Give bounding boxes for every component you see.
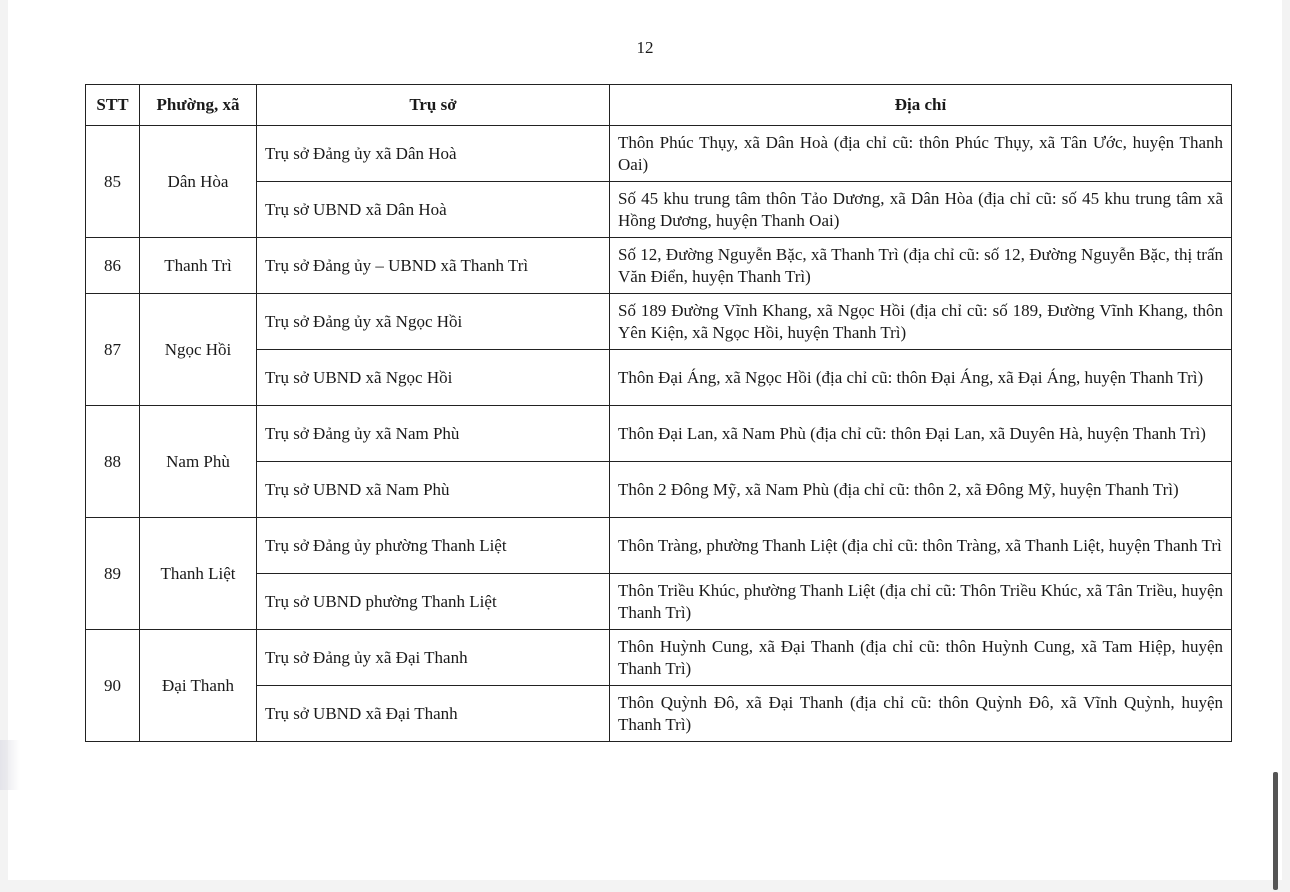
stt-cell: 87 [86,294,140,406]
table-row [86,462,1232,518]
header-office: Trụ sở [257,85,610,126]
address-cell: Thôn Triều Khúc, phường Thanh Liệt (địa chỉ cũ: Thôn Triều Khúc, xã Tân Triều, huyện Thanh Trì) [610,574,1232,630]
table-row [86,182,1232,238]
table-row [86,574,1232,630]
stt-cell: 86 [86,238,140,294]
table-header-row [86,85,1232,126]
office-cell: Trụ sở Đảng ủy xã Đại Thanh [257,630,610,686]
office-cell: Trụ sở UBND phường Thanh Liệt [257,574,610,630]
address-cell: Số 45 khu trung tâm thôn Tảo Dương, xã Dân Hòa (địa chỉ cũ: số 45 khu trung tâm xã Hồng Dương, huyện Thanh Oai) [610,182,1232,238]
address-cell: Thôn Phúc Thụy, xã Dân Hoà (địa chỉ cũ: thôn Phúc Thụy, xã Tân Ước, huyện Thanh Oai) [610,126,1232,182]
table-row [86,686,1232,742]
table-row [86,238,1232,294]
ward-cell: Thanh Trì [140,238,257,294]
office-cell: Trụ sở Đảng ủy – UBND xã Thanh Trì [257,238,610,294]
address-cell: Số 12, Đường Nguyễn Bặc, xã Thanh Trì (địa chỉ cũ: số 12, Đường Nguyễn Bặc, thị trấn Văn Điển, huyện Thanh Trì) [610,238,1232,294]
header-stt: STT [86,85,140,126]
table-row [86,294,1232,350]
address-cell: Thôn 2 Đông Mỹ, xã Nam Phù (địa chỉ cũ: thôn 2, xã Đông Mỹ, huyện Thanh Trì) [610,462,1232,518]
table-row [86,350,1232,406]
office-cell: Trụ sở Đảng ủy xã Ngọc Hồi [257,294,610,350]
ward-cell: Thanh Liệt [140,518,257,630]
office-cell: Trụ sở Đảng ủy xã Dân Hoà [257,126,610,182]
address-cell: Thôn Quỳnh Đô, xã Đại Thanh (địa chỉ cũ: thôn Quỳnh Đô, xã Vĩnh Quỳnh, huyện Thanh Trì) [610,686,1232,742]
scan-shadow [0,740,20,790]
ward-cell: Đại Thanh [140,630,257,742]
stt-cell: 85 [86,126,140,238]
address-cell: Thôn Đại Áng, xã Ngọc Hồi (địa chỉ cũ: thôn Đại Áng, xã Đại Áng, huyện Thanh Trì) [610,350,1232,406]
ward-cell: Ngọc Hồi [140,294,257,406]
office-cell: Trụ sở UBND xã Ngọc Hồi [257,350,610,406]
table-row [86,518,1232,574]
office-cell: Trụ sở UBND xã Dân Hoà [257,182,610,238]
address-cell: Thôn Huỳnh Cung, xã Đại Thanh (địa chỉ cũ: thôn Huỳnh Cung, xã Tam Hiệp, huyện Thanh Trì) [610,630,1232,686]
office-cell: Trụ sở Đảng ủy phường Thanh Liệt [257,518,610,574]
header-address: Địa chỉ [610,85,1232,126]
table-row [86,406,1232,462]
page-number: 12 [636,38,654,57]
office-cell: Trụ sở Đảng ủy xã Nam Phù [257,406,610,462]
address-cell: Thôn Đại Lan, xã Nam Phù (địa chỉ cũ: thôn Đại Lan, xã Duyên Hà, huyện Thanh Trì) [610,406,1232,462]
stt-cell: 88 [86,406,140,518]
office-address-table [85,84,1232,742]
office-cell: Trụ sở UBND xã Đại Thanh [257,686,610,742]
table-row [86,126,1232,182]
address-cell: Thôn Tràng, phường Thanh Liệt (địa chỉ cũ: thôn Tràng, xã Thanh Liệt, huyện Thanh Trì [610,518,1232,574]
stt-cell: 89 [86,518,140,630]
table-row [86,630,1232,686]
address-cell: Số 189 Đường Vĩnh Khang, xã Ngọc Hồi (địa chỉ cũ: số 189, Đường Vĩnh Khang, thôn Yên Kiện, xã Ngọc Hồi, huyện Thanh Trì) [610,294,1232,350]
ward-cell: Nam Phù [140,406,257,518]
ward-cell: Dân Hòa [140,126,257,238]
scrollbar-thumb[interactable] [1273,772,1278,890]
stt-cell: 90 [86,630,140,742]
header-ward: Phường, xã [140,85,257,126]
office-cell: Trụ sở UBND xã Nam Phù [257,462,610,518]
